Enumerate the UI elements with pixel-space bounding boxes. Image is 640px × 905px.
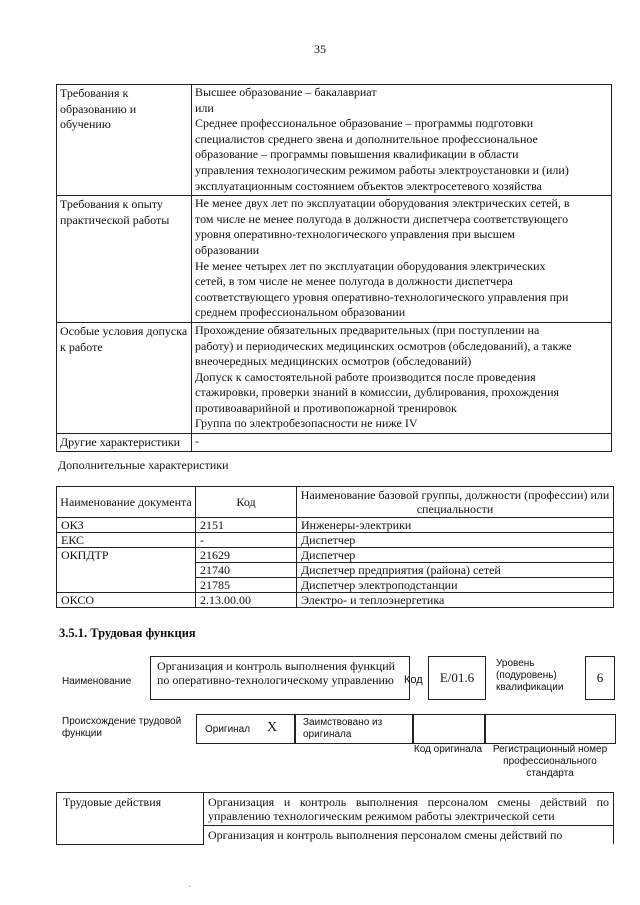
requirement-line: управления технологическим режимом работы электроустановки и (или)	[195, 162, 569, 177]
original-mark: X	[267, 720, 278, 735]
actions-label: Трудовые действия	[57, 793, 204, 845]
action-item: Организация и контроль выполнения персоналом смены действий по	[204, 826, 614, 845]
name-cell: Диспетчер	[297, 533, 614, 548]
additional-characteristics-table	[56, 486, 614, 608]
borrowed-box	[294, 714, 414, 744]
function-code-box: E/01.6	[428, 656, 486, 700]
action-item: Организация и контроль выполнения персоналом смены действий по управлению технологическим режимом работы электрической сети	[204, 793, 614, 826]
code-original-caption: Код оригинала	[413, 744, 483, 755]
doc-cell: ЕКС	[57, 533, 196, 548]
requirement-value	[192, 85, 612, 196]
origin-label: Происхождение трудовой функции	[62, 716, 182, 739]
name-cell: Диспетчер электроподстанции	[297, 578, 614, 593]
table-row	[57, 533, 614, 548]
section-title: 3.5.1. Трудовая функция	[59, 626, 196, 640]
requirement-row	[57, 196, 612, 323]
function-name-box: Организация и контроль выполнения функций по оперативно-технологическому управлению	[150, 656, 410, 700]
reg-number-box	[484, 714, 616, 744]
code-cell: 21740	[196, 563, 297, 578]
requirement-line: -	[195, 434, 199, 449]
requirement-label: Другие характеристики	[57, 434, 192, 452]
code-cell: 21629	[196, 548, 297, 563]
reg-number-caption: Регистрационный номер профессионального стандарта	[492, 744, 608, 779]
requirement-line: том числе не менее полугода в должности диспетчера соответствующего	[195, 211, 569, 226]
code-label: Код	[404, 674, 423, 686]
requirement-line: стажировки, проверки знаний в комиссии, дублирования, прохождения	[195, 385, 560, 400]
name-cell: Инженеры-электрики	[297, 518, 614, 533]
code-cell: 2151	[196, 518, 297, 533]
requirement-line: Не менее двух лет по эксплуатации оборудования электрических сетей, в	[195, 196, 570, 211]
doc-cell: ОКЗ	[57, 518, 196, 533]
requirement-line: или	[195, 100, 214, 115]
requirement-line: Допуск к самостоятельной работе производится после проведения	[195, 369, 536, 384]
requirement-value	[192, 434, 612, 452]
requirement-line: образовании	[195, 242, 260, 257]
requirement-line: эксплуатационным состоянием объектов электросетевого хозяйства	[195, 178, 543, 193]
original-box	[196, 714, 296, 744]
requirement-line: Не менее четырех лет по эксплуатации оборудования электрических	[195, 258, 546, 273]
requirement-row	[57, 85, 612, 196]
page-number: 35	[314, 42, 326, 56]
requirement-line: Прохождение обязательных предварительных (при поступлении на	[195, 322, 540, 337]
requirements-table	[56, 84, 612, 452]
table-row	[57, 593, 614, 608]
header-code: Код	[196, 487, 297, 518]
code-original-box	[412, 714, 486, 744]
requirement-label: Требования к образованию и обучению	[57, 85, 192, 196]
requirement-line: соответствующего уровня оперативно-технологического управления при	[195, 289, 569, 304]
name-cell: Диспетчер	[297, 548, 614, 563]
header-group-name: Наименование базовой группы, должности (профессии) или специальности	[297, 487, 614, 518]
original-label: Оригинал	[205, 724, 251, 735]
labor-actions-table	[56, 792, 614, 845]
code-cell: 21785	[196, 578, 297, 593]
name-cell: Электро- и теплоэнергетика	[297, 593, 614, 608]
requirement-line: Высшее образование – бакалавриат	[195, 85, 377, 99]
requirement-value	[192, 196, 612, 323]
table-row	[57, 548, 614, 563]
code-cell: -	[196, 533, 297, 548]
requirement-line: внеочередных медицинских осмотров (обследований)	[195, 354, 472, 369]
doc-cell: ОКПДТР	[57, 548, 196, 593]
requirement-line: противоаварийной и противопожарной тренировок	[195, 400, 457, 415]
scan-mark: ·	[188, 882, 192, 893]
requirement-label: Требования к опыту практической работы	[57, 196, 192, 323]
requirement-row	[57, 322, 612, 433]
requirement-line: сетей, в том числе не менее полугода в должности диспетчера	[195, 274, 513, 289]
additional-characteristics-title: Дополнительные характеристики	[58, 458, 229, 472]
requirement-line: образование – программы повышения квалификации в области	[195, 147, 519, 162]
level-box: 6	[585, 656, 615, 700]
requirement-line: Среднее профессиональное образование – программы подготовки	[195, 116, 534, 131]
name-cell: Диспетчер предприятия (района) сетей	[297, 563, 614, 578]
requirement-line: среднем профессиональном образовании	[195, 305, 406, 320]
requirement-line: работу) и периодических медицинских осмотров (обследований), а также	[195, 338, 572, 353]
code-cell: 2.13.00.00	[196, 593, 297, 608]
requirement-line: уровня оперативно-технологического управления при высшем	[195, 227, 515, 242]
requirement-line: Группа по электробезопасности не ниже IV	[195, 416, 418, 431]
requirement-row	[57, 434, 612, 452]
doc-cell: ОКСО	[57, 593, 196, 608]
name-label: Наименование	[62, 676, 132, 687]
borrowed-label: Заимствовано из оригинала	[303, 717, 383, 740]
level-label: Уровень (подуровень) квалификации	[496, 658, 564, 693]
requirement-label: Особые условия допуска к работе	[57, 322, 192, 433]
requirement-value	[192, 322, 612, 433]
requirement-line: специалистов среднего звена и дополнительное профессиональное	[195, 131, 538, 146]
table-row	[57, 518, 614, 533]
header-document: Наименование документа	[57, 487, 196, 518]
